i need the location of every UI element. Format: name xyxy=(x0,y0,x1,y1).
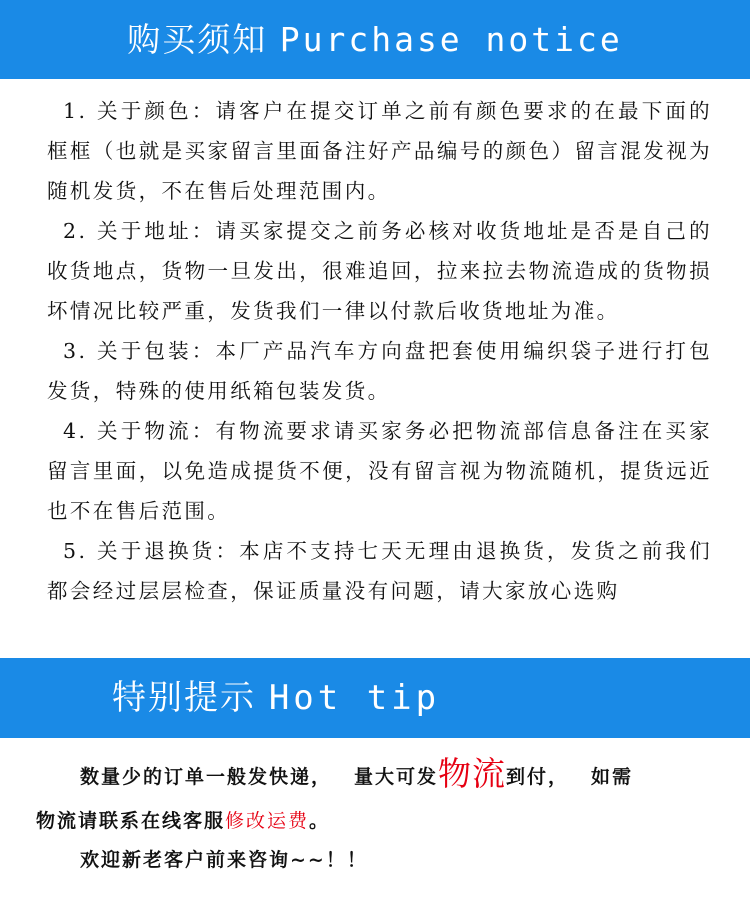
notice-item-packaging: 3. 关于包装：本厂产品汽车方向盘把套使用编织袋子进行打包发货，特殊的使用纸箱包装发货。 xyxy=(47,339,712,403)
hot-tip-freight-highlight: 修改运费 xyxy=(225,810,310,832)
hot-tip-line-1-part-d: 如需 xyxy=(591,766,634,788)
hot-tip-line-2-part-b: 。 xyxy=(309,810,331,832)
notice-item-address: 2. 关于地址：请买家提交之前务必核对收货地址是否是自己的收货地点，货物一旦发出，很难追回，拉来拉去物流造成的货物损坏情况比较严重，发货我们一律以付款后收货地址为准。 xyxy=(47,219,712,323)
hot-tip-line-1-part-a: 数量少的订单一般发快递， xyxy=(80,766,333,788)
purchase-notice-title-cn: 购买须知 xyxy=(127,20,268,59)
hot-tip-banner xyxy=(0,658,750,738)
hot-tip-line-2 xyxy=(36,804,330,838)
hot-tip-line-1-part-c: 到付， xyxy=(506,766,570,788)
purchase-notice-banner xyxy=(0,0,750,79)
purchase-notice-list xyxy=(47,91,712,611)
hot-tip-line-2-part-a: 物流请联系在线客服 xyxy=(36,810,226,832)
notice-item-returns: 5. 关于退换货：本店不支持七天无理由退换货，发货之前我们都会经过层层检查，保证质量没有问题，请大家放心选购 xyxy=(47,539,712,603)
hot-tip-logistics-highlight: 物流 xyxy=(438,754,507,793)
hot-tip-line-1 xyxy=(80,746,633,802)
purchase-notice-title-en: Purchase notice xyxy=(279,20,623,59)
hot-tip-title-en: Hot tip xyxy=(268,678,441,718)
notice-item-color: 1. 关于颜色：请客户在提交订单之前有颜色要求的在最下面的框框（也就是买家留言里面备注好产品编号的颜色）留言混发视为随机发货，不在售后处理范围内。 xyxy=(47,99,712,203)
hot-tip-line-3: 欢迎新老客户前来咨询~~！！ xyxy=(80,849,368,871)
hot-tip-line-1-part-b: 量大可发 xyxy=(354,766,439,788)
notice-item-logistics: 4. 关于物流：有物流要求请买家务必把物流部信息备注在买家留言里面，以免造成提货不便，没有留言视为物流随机，提货远近也不在售后范围。 xyxy=(47,419,712,523)
hot-tip-title-cn: 特别提示 xyxy=(112,678,256,718)
